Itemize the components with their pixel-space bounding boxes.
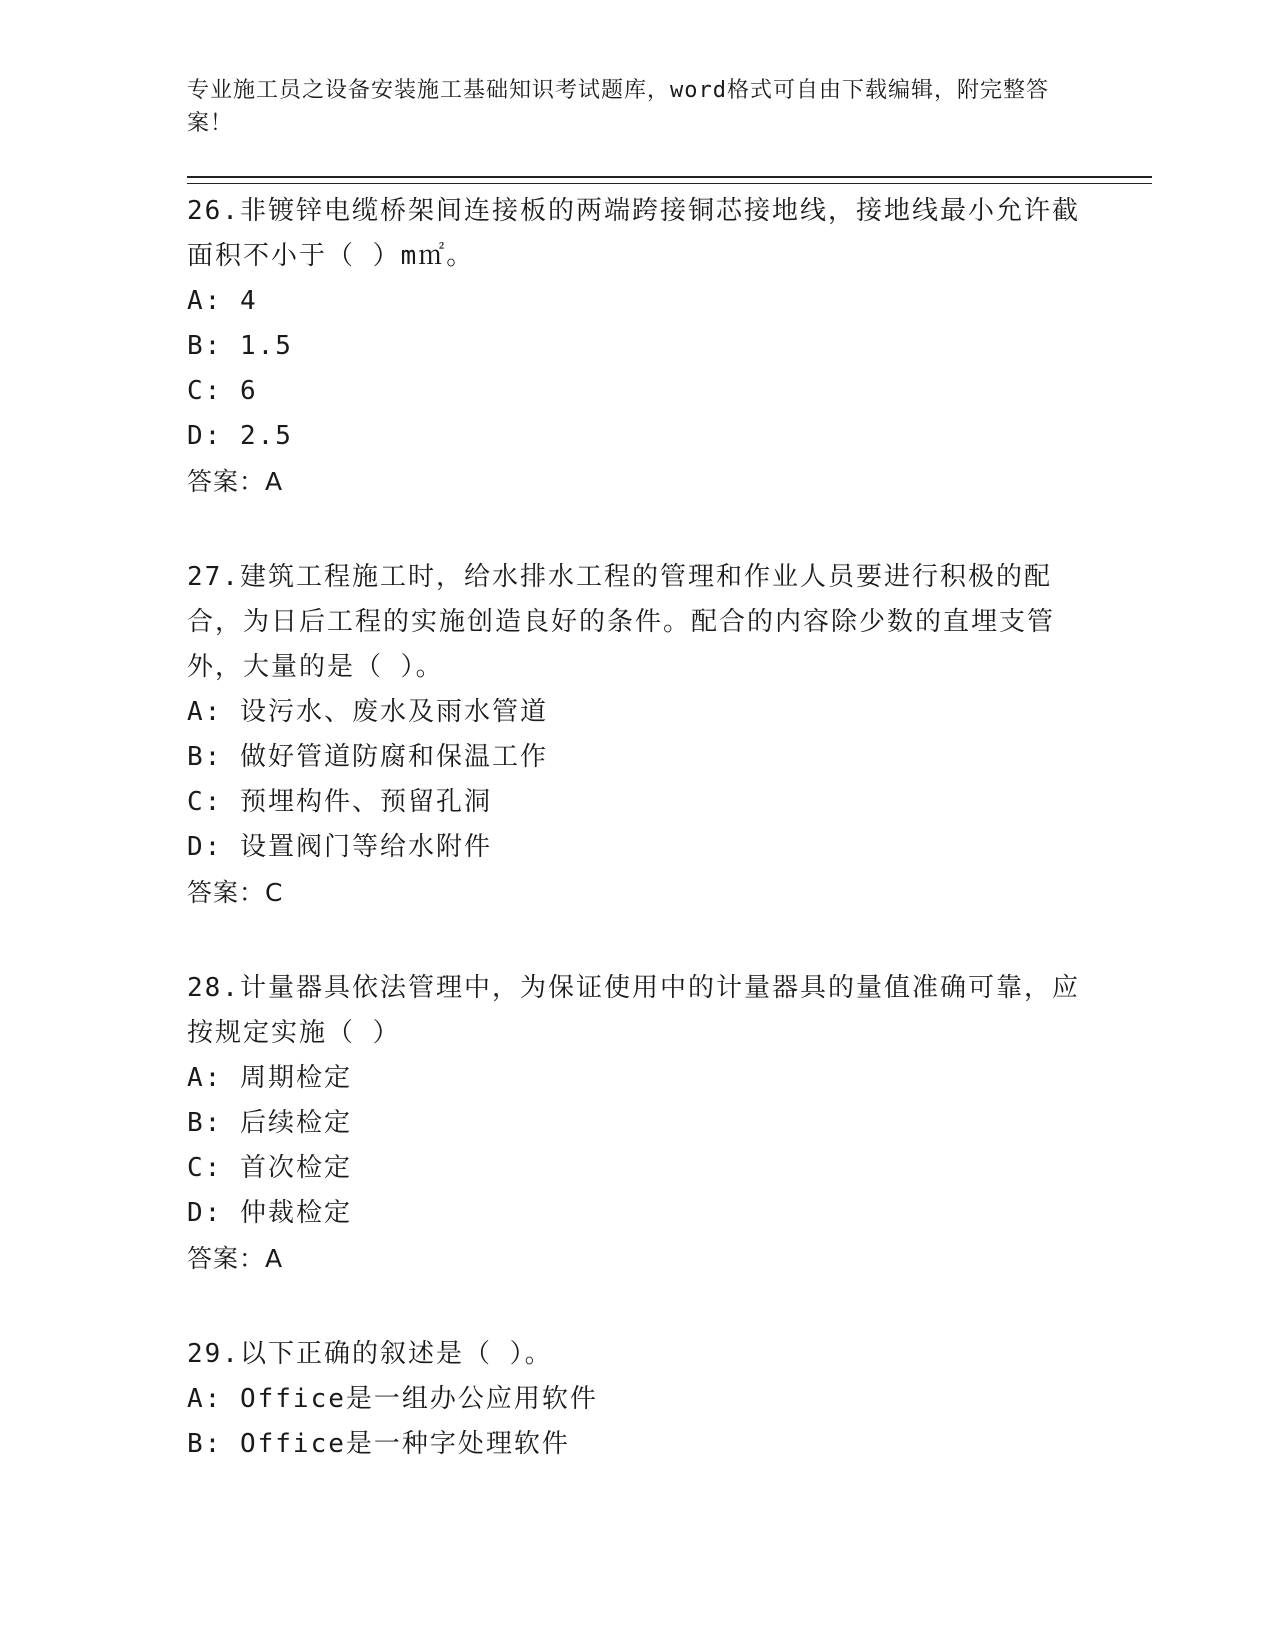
document-header: 专业施工员之设备安装施工基础知识考试题库，word格式可自由下载编辑，附完整答案！ [187, 78, 1049, 136]
option-a: A: 周期检定 [187, 1063, 352, 1093]
question-stem: 26.非镀锌电缆桥架间连接板的两端跨接铜芯接地线，接地线最小允许截面积不小于（ ）m㎡。 [187, 196, 1080, 271]
question-27 [187, 555, 1087, 915]
option-c: C: 预埋构件、预留孔洞 [187, 787, 492, 817]
answer-label: 答案：A [187, 1244, 284, 1273]
option-a: A: 设污水、废水及雨水管道 [187, 697, 548, 727]
answer-label: 答案：C [187, 878, 284, 907]
option-d: D: 2.5 [187, 421, 293, 451]
header-divider-thin [187, 183, 1152, 184]
question-stem: 28.计量器具依法管理中，为保证使用中的计量器具的量值准确可靠，应按规定实施（ ） [187, 973, 1080, 1048]
option-b: B: Office是一种字处理软件 [187, 1429, 570, 1459]
option-a: A: 4 [187, 286, 258, 316]
answer-label: 答案：A [187, 467, 284, 496]
option-d: D: 仲裁检定 [187, 1198, 352, 1228]
option-b: B: 后续检定 [187, 1108, 352, 1138]
question-26 [187, 189, 1087, 504]
option-a: A: Office是一组办公应用软件 [187, 1384, 598, 1414]
question-stem: 27.建筑工程施工时，给水排水工程的管理和作业人员要进行积极的配合，为日后工程的实施创造良好的条件。配合的内容除少数的直埋支管外，大量的是（ ）。 [187, 562, 1056, 682]
option-b: B: 做好管道防腐和保温工作 [187, 742, 548, 772]
option-d: D: 设置阀门等给水附件 [187, 832, 492, 862]
option-c: C: 首次检定 [187, 1153, 352, 1183]
question-29 [187, 1332, 1087, 1467]
header-divider-thick [187, 176, 1152, 178]
question-28 [187, 966, 1087, 1281]
option-c: C: 6 [187, 376, 258, 406]
question-stem: 29.以下正确的叙述是（ ）。 [187, 1339, 553, 1369]
question-list [187, 189, 1087, 1518]
option-b: B: 1.5 [187, 331, 293, 361]
